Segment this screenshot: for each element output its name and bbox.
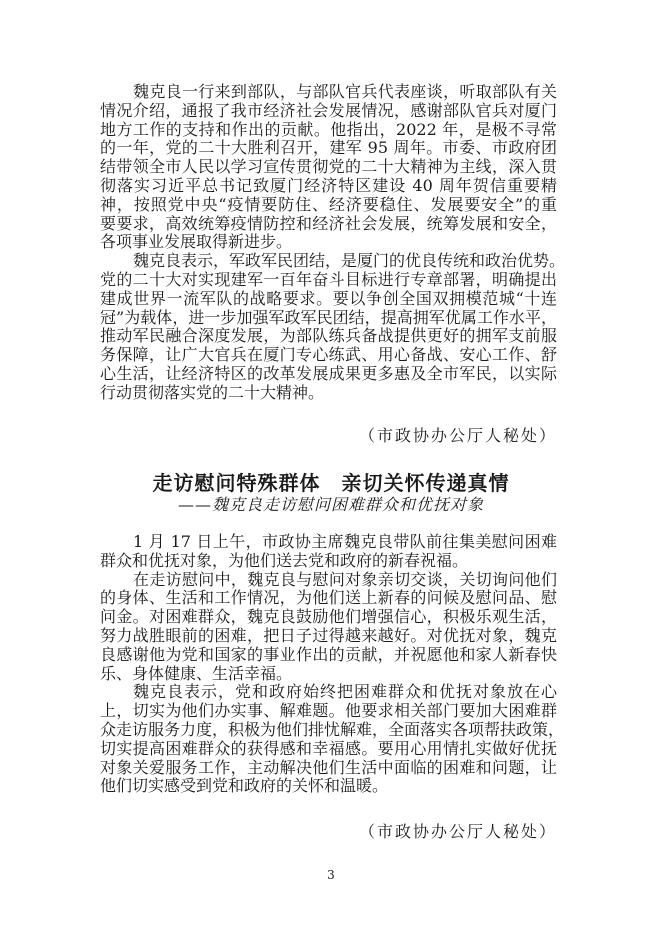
text-line: 神，按照党中央“疫情要防住、经济要稳住、发展要安全”的重 — [100, 194, 557, 214]
text-line: 彻落实习近平总书记致厦门经济特区建设 40 周年贺信重要精 — [100, 175, 557, 195]
article2-subtitle: ——魏克良走访慰问困难群众和优抚对象 — [177, 495, 484, 514]
text-line: 1 月 17 日上午，市政协主席魏克良带队前往集美慰问困难 — [133, 532, 557, 551]
text-line: 魏克良表示，党和政府始终把困难群众和优抚对象放在心 — [133, 682, 557, 702]
paragraph — [100, 83, 557, 252]
text-line: 乐、身体健康、生活幸福。 — [100, 663, 293, 683]
text-line: 行动贯彻落实党的二十大精神。 — [100, 382, 325, 402]
text-line: 努力战胜眼前的困难，把日子过得越来越好。对优抚对象，魏克 — [100, 625, 557, 645]
text-line: 冠”为载体，进一步加强军政军民团结，提高拥军优属工作水平， — [100, 307, 557, 327]
paragraph — [100, 533, 557, 571]
text-line: 问金。对困难群众，魏克良鼓励他们增强信心，积极乐观生活， — [100, 607, 557, 627]
text-line: 各项事业发展取得新进步。 — [100, 232, 293, 252]
text-line: 上，切实为他们办实事、解难题。他要求相关部门要加大困难群 — [100, 701, 557, 721]
text-line: 切实提高困难群众的获得感和幸福感。要用心用情扎实做好优抚 — [100, 738, 557, 758]
text-line: 情况介绍，通报了我市经济社会发展情况，感谢部队官兵对厦门 — [100, 100, 557, 120]
text-line: 魏克良表示，军政军民团结，是厦门的优良传统和政治优势。 — [133, 251, 566, 271]
text-line: 务保障，让广大官兵在厦门专心练武、用心备战、安心工作、舒 — [100, 345, 557, 365]
article1-attribution: （市政协办公厅人秘处） — [358, 426, 557, 445]
text-line: 建成世界一流军队的战略要求。要以争创全国双拥模范城“十连 — [100, 288, 557, 308]
text-line: 地方工作的支持和作出的贡献。他指出，2022 年，是极不寻常 — [100, 119, 557, 139]
text-line: 魏克良一行来到部队，与部队官兵代表座谈，听取部队有关 — [133, 82, 557, 101]
text-line: 党的二十大对实现建军一百年奋斗目标进行专章部署，明确提出 — [100, 269, 557, 289]
article2-title: 走访慰问特殊群体 亲切关怀传递真情 — [152, 471, 510, 495]
paragraph — [100, 682, 565, 796]
text-line: 的身体、生活和工作情况，为他们送上新春的问候及慰问品、慰 — [100, 588, 557, 608]
article2-body — [100, 532, 565, 796]
text-line: 要要求，高效统筹疫情防控和经济社会发展，统筹发展和安全， — [100, 213, 557, 233]
text-line: 良感谢他为党和国家的事业作出的贡献，并祝愿他和家人新春快 — [100, 644, 557, 664]
text-line: 心生活，让经济特区的改革发展成果更多惠及全市军民，以实际 — [100, 363, 557, 383]
text-line: 的一年，党的二十大胜利召开，建军 95 周年。市委、市政府团 — [100, 138, 557, 158]
text-line: 群众和优抚对象，为他们送去党和政府的新春祝福。 — [100, 550, 469, 570]
article2-attribution: （市政协办公厅人秘处） — [358, 822, 557, 841]
paragraph — [100, 571, 557, 684]
text-line: 结带领全市人民以学习宣传贯彻党的二十大精神为主线，深入贯 — [100, 157, 557, 177]
text-line: 他们切实感受到党和政府的关怀和温暖。 — [100, 776, 389, 796]
article1-body — [100, 82, 566, 403]
text-line: 在走访慰问中，魏克良与慰问对象亲切交谈，关切询问他们 — [133, 569, 557, 589]
paragraph — [100, 251, 566, 402]
page-number: 3 — [327, 868, 335, 882]
text-line: 对象关爱服务工作，主动解决他们生活中面临的困难和问题，让 — [100, 757, 557, 777]
text-line: 推动军民融合深度发展，为部队练兵备战提供更好的拥军支前服 — [100, 326, 557, 346]
text-line: 众走访服务力度，积极为他们排忧解难，全面落实各项帮扶政策， — [100, 719, 565, 739]
